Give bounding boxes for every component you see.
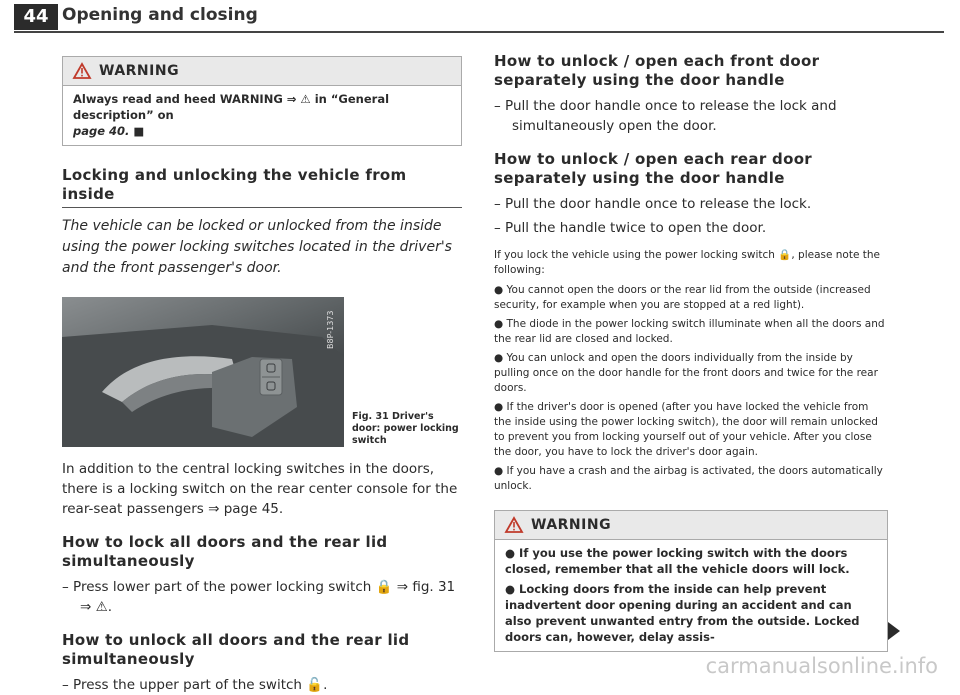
subheading-rear-door: How to unlock / open each rear door separately using the door handle <box>494 150 812 187</box>
door-switch-photo <box>62 297 344 447</box>
page-number: 44 <box>14 4 58 30</box>
right-column <box>494 52 888 652</box>
note-bullet: ● You can unlock and open the doors individually from the inside by pulling once on the door handle for the front doors and twice for the rear doors. <box>494 352 878 394</box>
note-bullet: ● The diode in the power locking switch illuminate when all the doors and the rear lid are closed and locked. <box>494 318 885 345</box>
warning-header <box>495 511 887 540</box>
figure-code: B8P-1373 <box>326 310 335 349</box>
intro-paragraph: In addition to the central locking switches in the doors, there is a locking switch on the rear center console for the rear-seat passengers ⇒ page 45. <box>62 461 458 517</box>
warning-triangle-icon <box>73 63 91 79</box>
note-paragraph: If you lock the vehicle using the power locking switch 🔒, please note the following: <box>494 249 881 276</box>
warning-box <box>494 510 888 652</box>
header-rule <box>14 31 944 33</box>
continue-arrow-icon <box>888 622 900 640</box>
note-bullet: ● If the driver's door is opened (after you have locked the vehicle from the inside using the power locking switch), the door will remain unlocked to prevent you from locking yourself out of your vehicle. After you close the door, you have to lock the driver's door again. <box>494 401 878 458</box>
warning-item: ● If you use the power locking switch with the doors closed, remember that all the vehicle doors will lock. <box>505 546 850 576</box>
step-lock-all: – Press lower part of the power locking switch 🔒 ⇒ fig. 31 ⇒ ⚠. <box>62 579 456 615</box>
warning-item: ● Locking doors from the inside can help prevent inadvertent door opening during an accident and can also prevent unwanted entry from the outside. Locked doors can, however, delay assis- <box>505 582 860 644</box>
chapter-title: Opening and closing <box>62 5 258 25</box>
subheading-front-door: How to unlock / open each front door separately using the door handle <box>494 52 820 89</box>
warning-text-page: page 40. ■ <box>73 124 145 138</box>
section-lead: The vehicle can be locked or unlocked from the inside using the power locking switches located in the driver's and the front passenger's door. <box>62 218 452 276</box>
warning-title: WARNING <box>99 63 180 79</box>
note-bullet: ● You cannot open the doors or the rear lid from the outside (increased security, for example when you are stopped at a red light). <box>494 284 871 311</box>
step-front-door: – Pull the door handle once to release the lock and simultaneously open the door. <box>494 98 837 134</box>
left-column <box>62 56 462 695</box>
note-bullet: ● If you have a crash and the airbag is activated, the doors automatically unlock. <box>494 465 883 492</box>
step-rear-door-release: – Pull the door handle once to release the lock. <box>494 196 812 212</box>
step-rear-door-open: – Pull the handle twice to open the door. <box>494 220 767 236</box>
watermark: carmanualsonline.info <box>705 654 938 678</box>
warning-header <box>63 57 461 86</box>
figure-31 <box>62 297 462 447</box>
step-unlock-all: – Press the upper part of the switch 🔓. <box>62 677 328 693</box>
figure-caption: Fig. 31 Driver's door: power locking switch <box>352 411 459 446</box>
warning-text: Always read and heed WARNING ⇒ ⚠ in “General description” on <box>73 92 390 122</box>
door-panel-illustration <box>62 297 344 447</box>
warning-triangle-icon <box>505 517 523 533</box>
subheading-lock-all: How to lock all doors and the rear lid simultaneously <box>62 533 388 570</box>
subheading-unlock-all: How to unlock all doors and the rear lid simultaneously <box>62 631 410 668</box>
warning-title: WARNING <box>531 517 612 533</box>
section-title: Locking and unlocking the vehicle from inside <box>62 166 462 208</box>
warning-box <box>62 56 462 146</box>
